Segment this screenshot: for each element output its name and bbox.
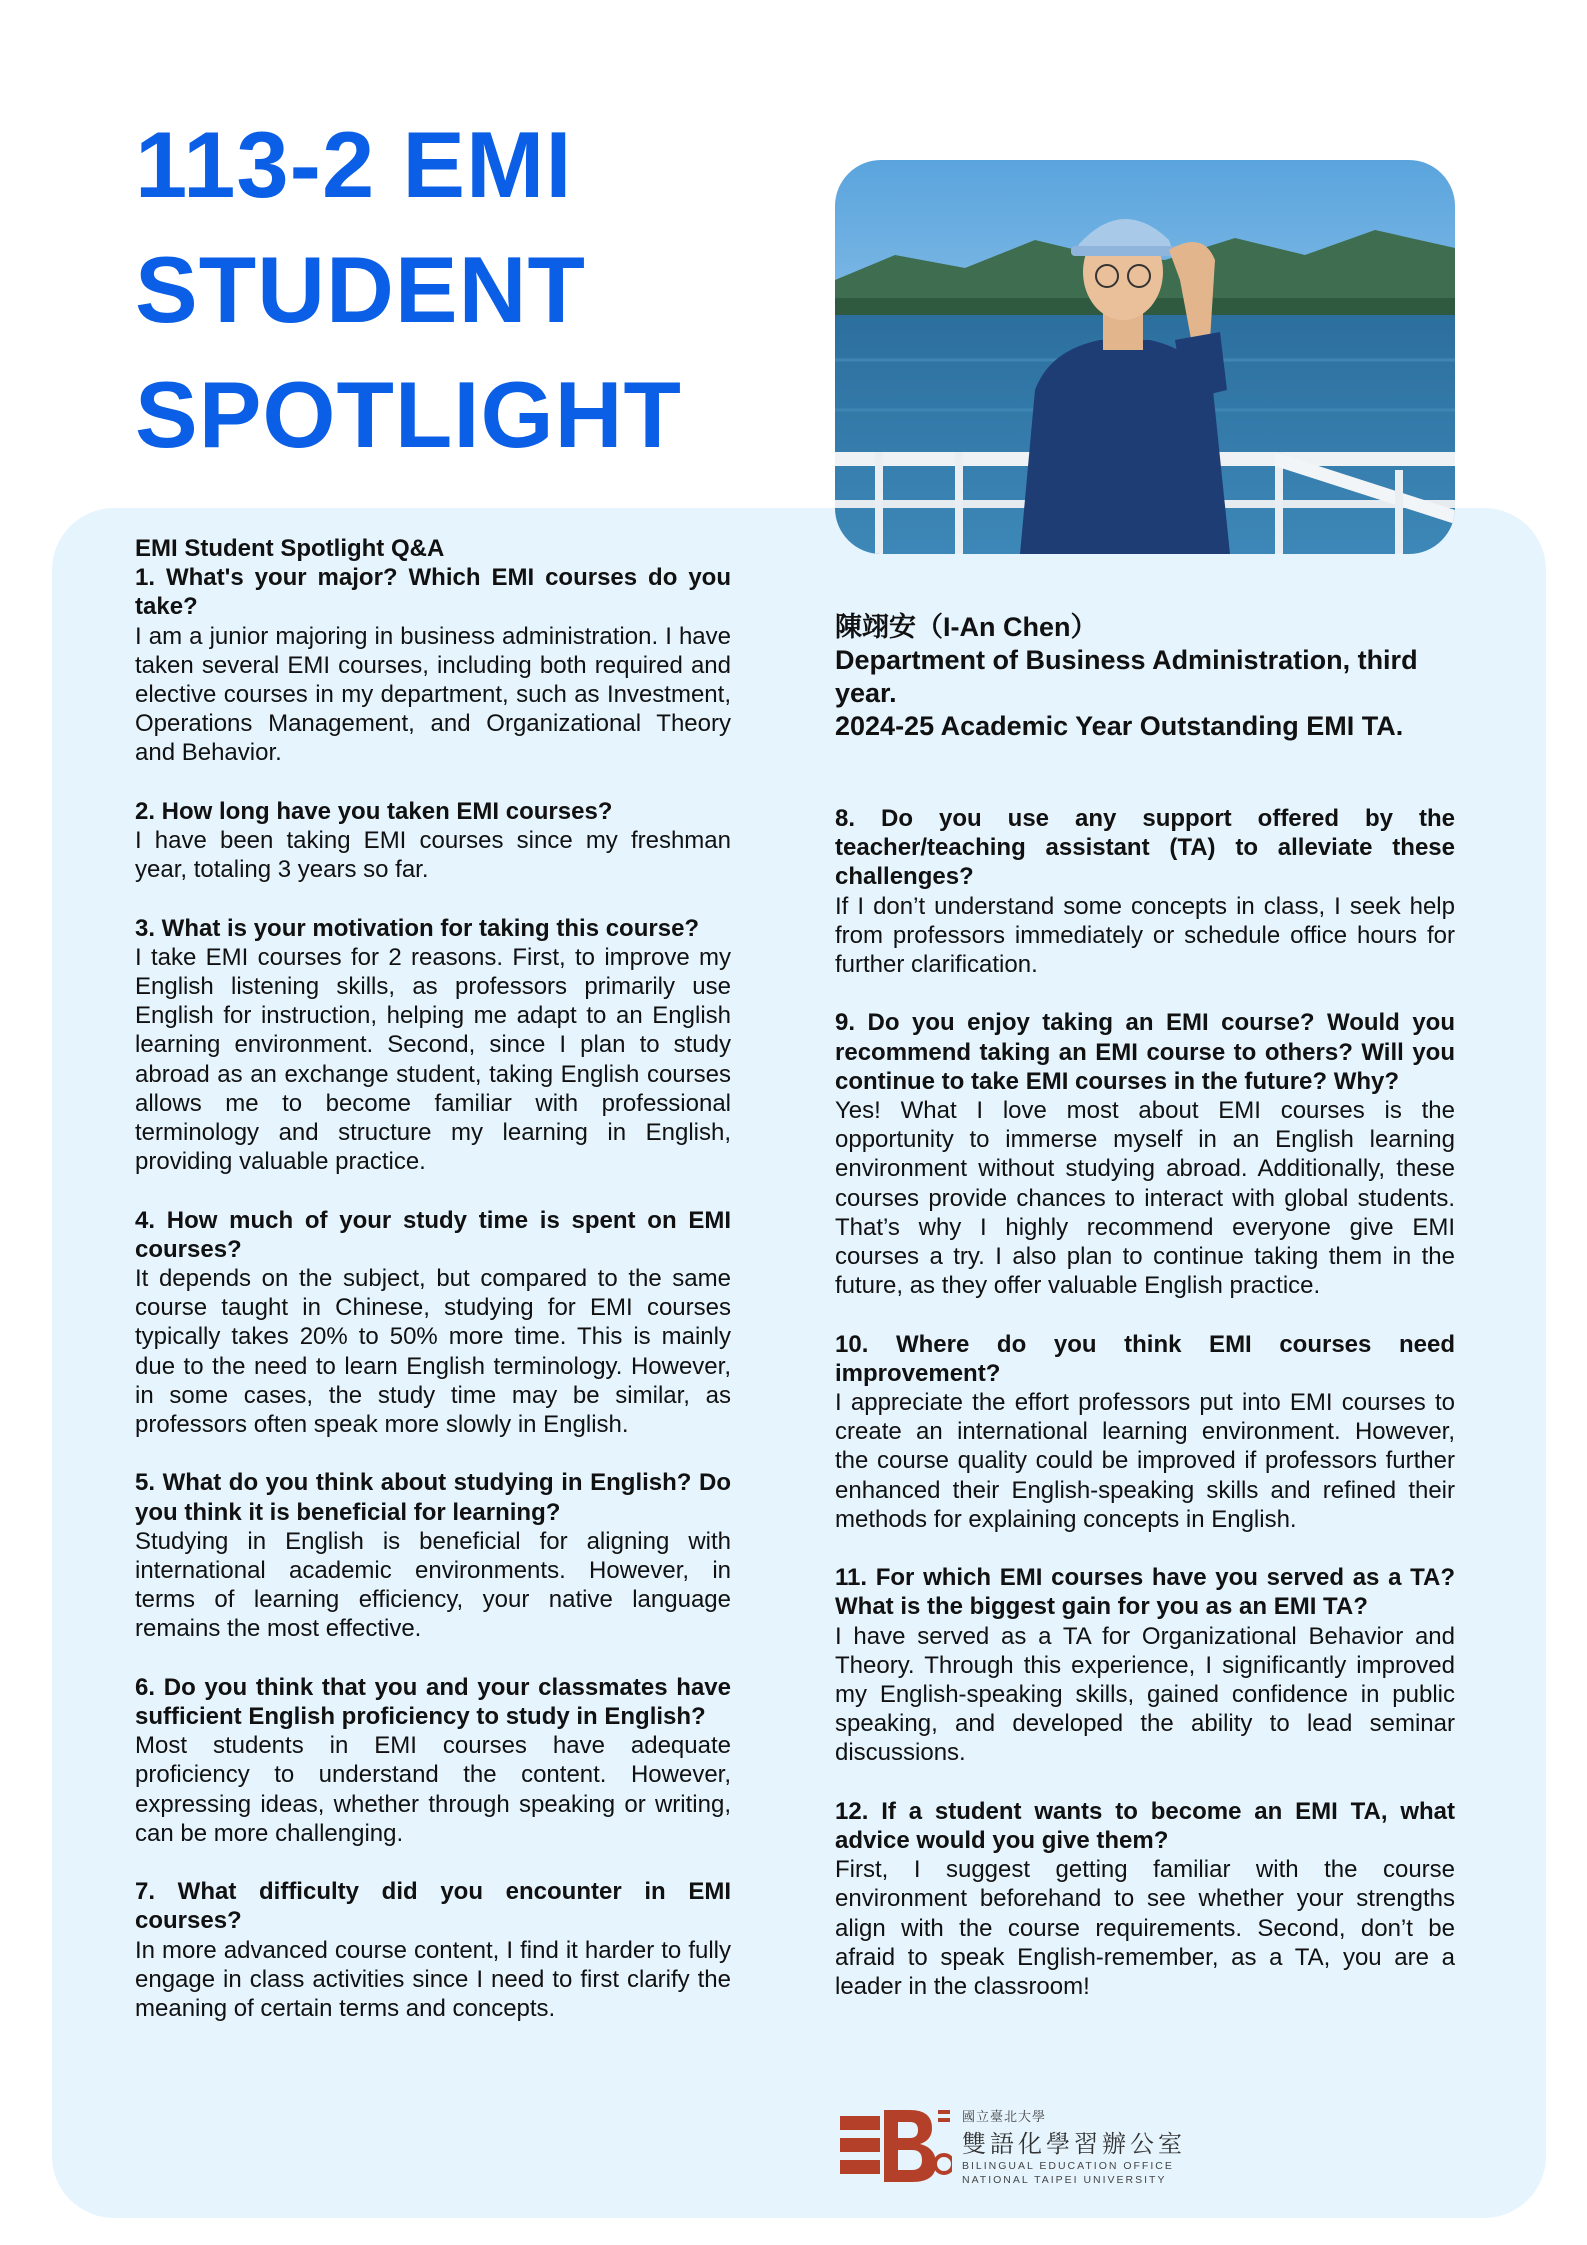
answer: Yes! What I love most about EMI courses is the opportunity to immerse myself in an English learning environment without studying abroad. Additionally, these courses provide chances to interact with global students. That’s why I highly recommend everyone give EMI courses a try. I also plan to continue taking them in the future, as they offer valuable English practice. [835, 1097, 1455, 1300]
title-line-2: STUDENT [135, 237, 586, 342]
answer: Most students in EMI courses have adequate proficiency to understand the content. However, expressing ideas, whether through speaking or writing, can be more challenging. [135, 1732, 731, 1847]
qa-item-2 [135, 797, 731, 885]
answer: In more advanced course content, I find it harder to fully engage in class activities since I need to first clarify the meaning of certain terms and concepts. [135, 1936, 731, 2023]
answer: I have been taking EMI courses since my freshman year, totaling 3 years so far. [135, 827, 731, 884]
answer: I am a junior majoring in business administration. I have taken several EMI courses, including both required and elective courses in my department, such as Investment, Operations Management, and Organizational Theory and Behavior. [135, 622, 731, 767]
question: 12. If a student wants to become an EMI TA, what advice would you give them? [835, 1797, 1455, 1855]
question: 5. What do you think about studying in English? Do you think it is beneficial for learning? [135, 1469, 731, 1526]
logo-office-en: BILINGUAL EDUCATION OFFICE [962, 2160, 1174, 2172]
answer: I appreciate the effort professors put into EMI courses to create an international learning environment. However, the course quality could be improved if professors further enhanced their English-speaking skills and refined their methods for explaining concepts in English. [835, 1389, 1455, 1533]
question: 3. What is your motivation for taking this course? [135, 914, 700, 942]
logo-university-en: NATIONAL TAIPEI UNIVERSITY [962, 2174, 1167, 2186]
qa-item-1 [135, 563, 731, 767]
logo-university-cn: 國立臺北大學 [962, 2110, 1047, 2125]
answer: I have served as a TA for Organizational Behavior and Theory. Through this experience, I significantly improved my English-speaking skills, gained confidence in public speaking, and developed the ability to lead seminar discussions. [835, 1622, 1455, 1767]
student-award: 2024-25 Academic Year Outstanding EMI TA. [835, 711, 1404, 741]
question: 10. Where do you think EMI courses need improvement? [835, 1330, 1455, 1387]
student-profile [835, 611, 1475, 743]
qa-item-8 [835, 804, 1455, 979]
question: 9. Do you enjoy taking an EMI course? Would you recommend taking an EMI course to others? Will you continue to take EMI courses in the future? Why? [835, 1009, 1455, 1095]
qa-item-6 [135, 1673, 731, 1848]
qa-item-12 [835, 1797, 1455, 2001]
page-title [135, 102, 682, 477]
qa-item-7 [135, 1877, 731, 2023]
qa-item-10 [835, 1330, 1455, 1534]
question: 2. How long have you taken EMI courses? [135, 797, 613, 825]
office-logo [840, 2106, 1186, 2186]
qa-right-column [835, 804, 1455, 2030]
question: 11. For which EMI courses have you served as a TA? What is the biggest gain for you as an EMI TA? [835, 1564, 1455, 1621]
answer: Studying in English is beneficial for aligning with international academic environments. However, in terms of learning efficiency, your native language remains the most effective. [135, 1527, 731, 1643]
question: 4. How much of your study time is spent on EMI courses? [135, 1206, 731, 1263]
qa-heading: EMI Student Spotlight Q&A [135, 535, 445, 562]
qa-left-column [135, 534, 731, 2052]
qa-item-4 [135, 1206, 731, 1440]
logo-office-cn: 雙語化學習辦公室 [962, 2130, 1186, 2158]
title-line-1: 113-2 EMI [135, 112, 573, 217]
qa-item-9 [835, 1008, 1455, 1300]
question: 6. Do you think that you and your classmates have sufficient English proficiency to study in English? [135, 1673, 731, 1731]
answer: It depends on the subject, but compared to the same course taught in Chinese, studying for EMI courses typically takes 20% to 50% more time. This is mainly due to the need to learn English terminology. However, in some cases, the study time may be similar, as professors often speak more slowly in English. [135, 1265, 731, 1439]
student-photo [835, 160, 1455, 554]
qa-item-5 [135, 1468, 731, 1643]
question: 1. What's your major? Which EMI courses do you take? [135, 564, 731, 621]
question: 8. Do you use any support offered by the teacher/teaching assistant (TA) to alleviate these challenges? [835, 805, 1455, 891]
student-name: 陳翊安（I-An Chen） [835, 612, 1098, 642]
question: 7. What difficulty did you encounter in EMI courses? [135, 1878, 731, 1935]
title-line-3: SPOTLIGHT [135, 362, 682, 467]
student-department: Department of Business Administration, third year. [835, 645, 1418, 708]
qa-item-3 [135, 914, 731, 1177]
answer: If I don’t understand some concepts in class, I seek help from professors immediately or schedule office hours for further clarification. [835, 892, 1455, 979]
student-photo-illustration [835, 160, 1455, 554]
answer: I take EMI courses for 2 reasons. First, to improve my English listening skills, as professors primarily use English for instruction, helping me adapt to an English learning environment. Second, since I plan to study abroad as an exchange student, taking English courses allows me to become familiar with professional terminology and structure my learning in English, providing valuable practice. [135, 943, 731, 1176]
answer: First, I suggest getting familiar with the course environment beforehand to see whether your strengths align with the course requirements. Second, don’t be afraid to speak English-remember, as a TA, you are a leader in the classroom! [835, 1856, 1455, 2001]
qa-item-11 [835, 1563, 1455, 1767]
bilingual-office-logo-icon [840, 2106, 952, 2184]
